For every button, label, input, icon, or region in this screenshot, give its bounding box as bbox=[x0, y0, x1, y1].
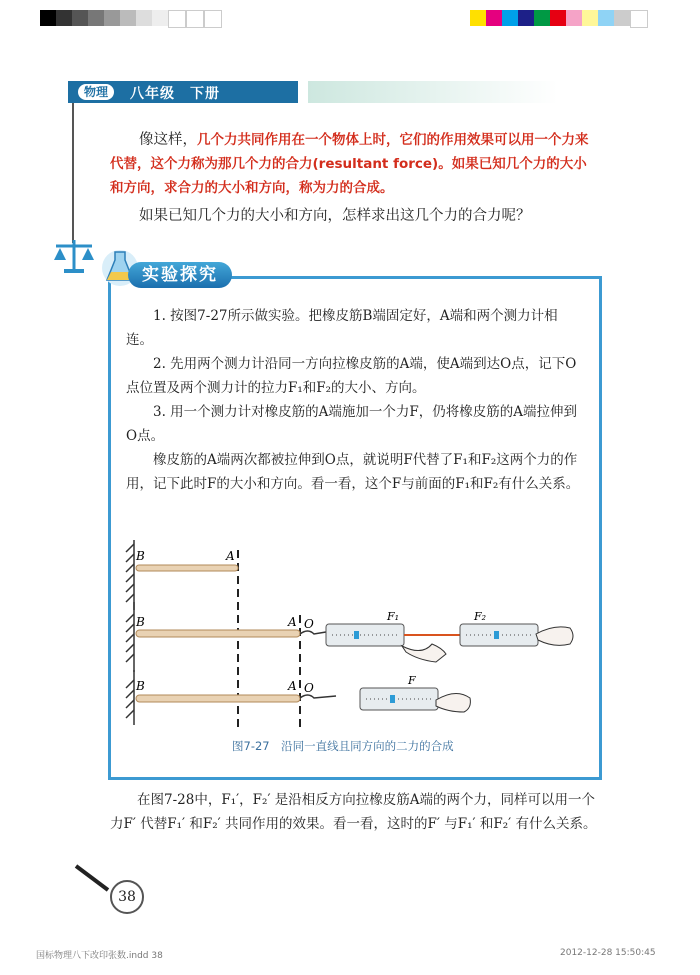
step-2: 2. 先用两个测力计沿同一方向拉橡皮筋的A端，使A端到达O点，记下O点位置及两个测力计的拉力F₁和F₂的大小、方向。 bbox=[126, 356, 577, 396]
figure-caption: 图7-27 沿同一直线且同方向的二力的合成 bbox=[232, 739, 454, 753]
subject-badge: 物理 bbox=[78, 84, 114, 100]
registration-bars-right bbox=[470, 10, 648, 28]
hand-2 bbox=[536, 627, 573, 645]
label-A-3: A bbox=[288, 679, 297, 693]
hand-3 bbox=[436, 693, 470, 712]
intro-paragraph bbox=[110, 128, 600, 200]
rubber-band-3 bbox=[136, 695, 300, 702]
label-F2: F₂ bbox=[474, 610, 487, 623]
balance-scale-icon bbox=[52, 236, 96, 274]
margin-rule bbox=[72, 103, 74, 243]
label-B-3: B bbox=[136, 679, 145, 693]
label-B-2: B bbox=[136, 615, 145, 629]
figure-7-27 bbox=[122, 540, 582, 730]
label-A-1: A bbox=[226, 549, 235, 563]
registration-bars-left bbox=[40, 10, 222, 28]
outro-paragraph: 在图7-28中，F₁′，F₂′ 是沿相反方向拉橡皮筋A端的两个力，同样可以用一个力F′ 代替F₁′ 和F₂′ 共同作用的效果。看一看，这时的F′ 与F₁′ 和F₂′ 有什么关系。 bbox=[110, 792, 597, 832]
label-O-2: O bbox=[304, 617, 314, 631]
footer-file: 国标物理八下改印张数.indd 38 bbox=[36, 951, 163, 961]
experiment-banner: 实验探究 bbox=[128, 262, 232, 288]
page-number: 38 bbox=[110, 880, 144, 914]
book-title: 八年级 下册 bbox=[130, 86, 220, 102]
header-gradient-bar bbox=[308, 81, 558, 103]
conclusion-paragraph: 橡皮筋的A端两次都被拉伸到O点，就说明F代替了F₁和F₂这两个力的作用，记下此时F的大小和方向。看一看，这个F与前面的F₁和F₂有什么关系。 bbox=[126, 452, 580, 492]
page-header bbox=[68, 81, 298, 103]
rubber-band-2 bbox=[136, 630, 300, 637]
step-3: 3. 用一个测力计对橡皮筋的A端施加一个力F，仍将橡皮筋的A端拉伸到O点。 bbox=[126, 404, 578, 444]
magnifier-icon bbox=[72, 860, 112, 894]
definition-highlight: 几个力共同作用在一个物体上时，它们的作用效果可以用一个力来代替，这个力称为那几个力的合力(resultant force)。如果已知几个力的大小和方向，求合力的大小和方向，称为力的合成。 bbox=[110, 132, 589, 196]
rubber-band-1 bbox=[136, 565, 238, 571]
fixed-wall bbox=[126, 540, 134, 725]
hand-1 bbox=[402, 644, 446, 662]
label-O-3: O bbox=[304, 681, 314, 695]
label-A-2: A bbox=[288, 615, 297, 629]
label-F1: F₁ bbox=[387, 610, 400, 623]
question-paragraph: 如果已知几个力的大小和方向，怎样求出这几个力的合力呢？ bbox=[139, 208, 531, 224]
intro-lead: 像这样， bbox=[139, 132, 197, 148]
step-1: 1. 按图7-27所示做实验。把橡皮筋B端固定好，A端和两个测力计相连。 bbox=[126, 308, 558, 348]
label-F: F bbox=[408, 674, 416, 687]
label-B-1: B bbox=[136, 549, 145, 563]
footer-timestamp: 2012-12-28 15:50:45 bbox=[560, 948, 656, 958]
